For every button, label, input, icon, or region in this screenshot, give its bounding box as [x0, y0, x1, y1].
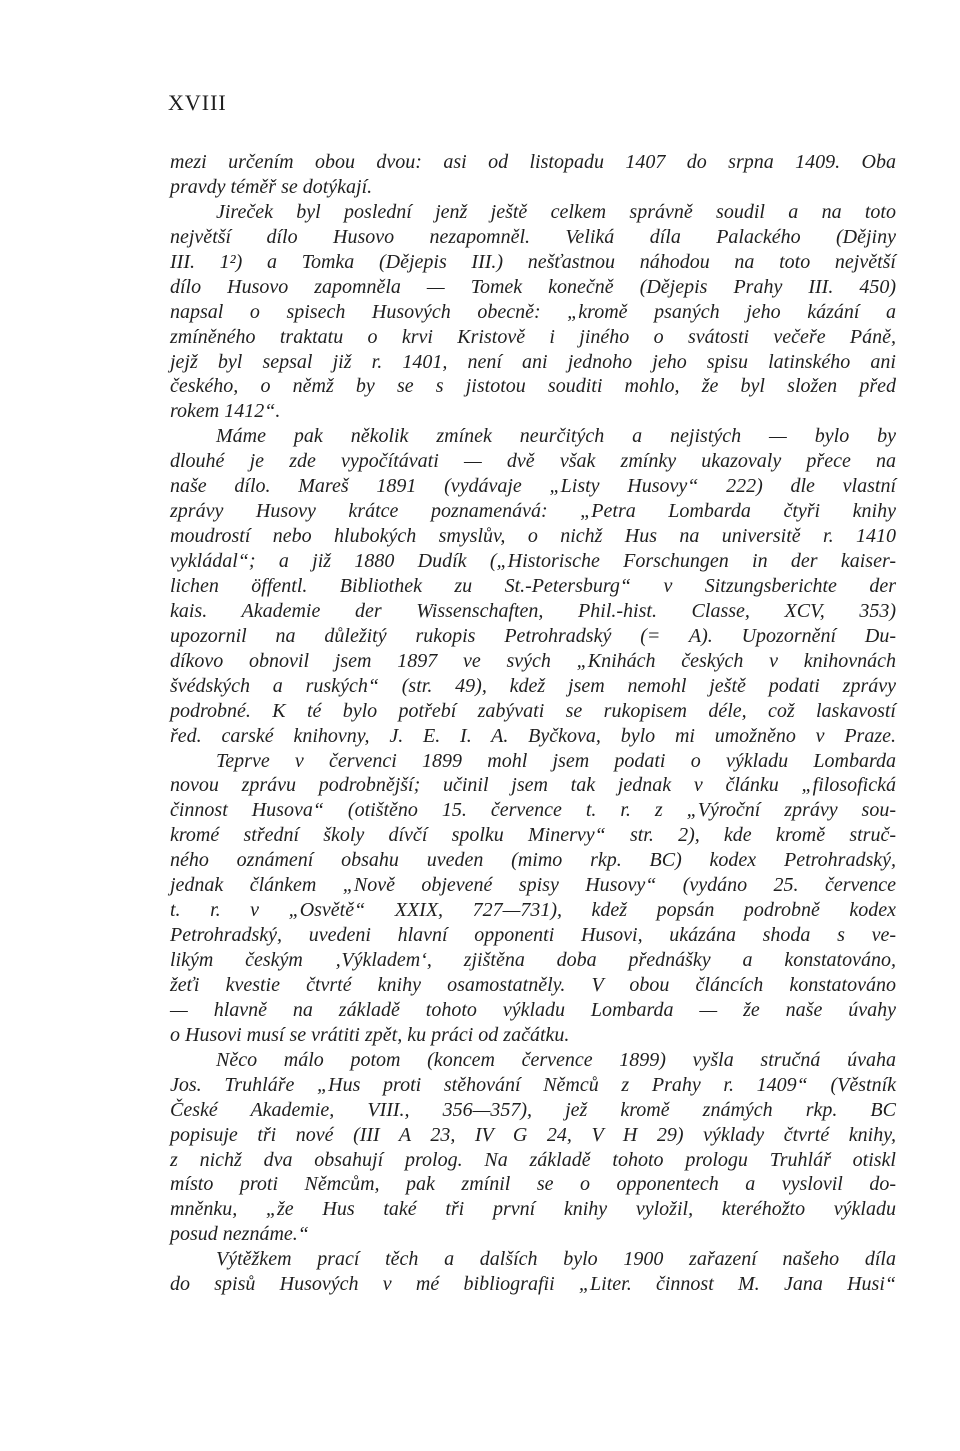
text-line: Něco málo potom (koncem července 1899) vyšla stručná úvaha	[216, 1048, 896, 1071]
text-line: novou zprávu podrobnější; učinil jsem tak jednak v článku „filosofická	[170, 774, 896, 797]
text-line: žeťi kvestie čtvrté knihy osamostatněly. V obou článcích konstatováno	[170, 973, 896, 996]
text-line: Máme pak několik zmínek neurčitých a nejistých — bylo by	[216, 425, 896, 448]
text-line: o Husovi musí se vrátiti zpět, ku práci od začátku.	[170, 1023, 570, 1046]
text-line: kais. Akademie der Wissenschaften, Phil.-hist. Classe, XCV, 353)	[170, 599, 896, 622]
text-line: České Akademie, VIII., 356—357), jež kromě známých rkp. BC	[170, 1098, 896, 1121]
text-line: naše dílo. Mareš 1891 (vydávaje „Listy Husovy“ 222) dle vlastní	[170, 475, 896, 498]
text-line: ného oznámení obsahu uveden (mimo rkp. BC) kodex Petrohradský,	[170, 849, 896, 872]
text-line: do spisů Husových v mé bibliografii „Liter. činnost M. Jana Husi“	[170, 1273, 896, 1296]
text-line: dílo Husovo zapomněla — Tomek konečně (Dějepis Prahy III. 450)	[170, 275, 896, 298]
text-line: činnost Husova“ (otištěno 15. července t. r. z „Výroční zprávy sou-	[170, 799, 896, 822]
text-line: upozornil na důležitý rukopis Petrohradský (= A). Upozornění Du-	[170, 624, 896, 647]
text-line: Petrohradský, uvedeni hlavní opponenti Husovi, ukázána shoda s ve-	[170, 924, 896, 947]
text-line: mněnku, „že Hus také tři první knihy vyložil, kteréhožto výkladu	[170, 1198, 896, 1221]
text-line: Teprve v červenci 1899 mohl jsem podati o výkladu Lombarda	[216, 749, 896, 772]
text-line: největší dílo Husovo nezapomněl. Veliká díla Palackého (Dějiny	[170, 225, 896, 248]
text-line: z nichž dva obsahují prolog. Na základě tohoto prologu Truhlář otiskl	[170, 1148, 896, 1171]
text-line: — hlavně na základě tohoto výkladu Lombarda — že naše úvahy	[170, 998, 896, 1021]
body-text	[170, 150, 896, 1297]
text-line: rokem 1412“.	[170, 400, 281, 423]
text-line: t. r. v „Osvětě“ XXIX, 727—731), kdež popsán podrobně kodex	[170, 899, 896, 922]
text-line: jejž byl sepsal již r. 1401, není ani jednoho jeho spisu latinského ani	[170, 350, 896, 373]
text-line: lichen öffentl. Bibliothek zu St.-Petersburg“ v Sitzungsberichte der	[170, 574, 896, 597]
text-line: díkovo obnovil jsem 1897 ve svých „Knihách českých v knihovnách	[170, 649, 896, 672]
page-number: XVIII	[168, 90, 227, 115]
text-line: řed. carské knihovny, J. E. I. A. Byčkova, bylo mi umožněno v Praze.	[170, 724, 896, 747]
text-line: kromé střední školy dívčí spolku Minervy“ str. 2), kde kromě struč-	[170, 824, 896, 847]
text-line: dlouhé je zde vypočítávati — dvě však zmínky ukazovaly přece na	[170, 450, 896, 473]
text-line: podrobné. K té bylo potřebí zabývati se rukopisem déle, což laskavostí	[170, 699, 896, 722]
text-line: napsal o spisech Husových obecně: „kromě psaných jeho kázání a	[170, 300, 896, 323]
text-line: švédských a ruských“ (str. 49), kdež jsem nemohl ještě podati zprávy	[170, 674, 896, 697]
text-line: českého, o němž by se s jistotou souditi mohlo, že byl složen před	[170, 375, 896, 398]
text-line: pravdy téměř se dotýkají.	[170, 175, 373, 198]
text-line: Jos. Truhláře „Hus proti stěhování Němců z Prahy r. 1409“ (Věstník	[170, 1073, 896, 1096]
text-line: místo proti Němcům, pak zmínil se o opponentech a vyslovil do-	[170, 1173, 896, 1196]
text-line: Výtěžkem prací těch a dalších bylo 1900 zařazení našeho díla	[216, 1248, 896, 1271]
text-line: moudrostí nebo hlubokých smyslův, o nichž Hus na universitě r. 1410	[170, 525, 896, 548]
text-line: zprávy Husovy krátce poznamenává: „Petra Lombarda čtyři knihy	[170, 500, 896, 523]
text-line: zmíněného traktatu o krvi Kristově i jiného o svátosti večeře Páně,	[170, 325, 896, 348]
text-line: jednak článkem „Nově objevené spisy Husovy“ (vydáno 25. července	[170, 874, 896, 897]
text-line: likým českým ‚Výkladem‘, zjištěna doba přednášky a konstatováno,	[170, 949, 896, 971]
text-line: posud neznáme.“	[170, 1223, 309, 1246]
text-line: Jireček byl poslední jenž ještě celkem správně soudil a na toto	[216, 200, 896, 223]
text-line: popisuje tři nové (III A 23, IV G 24, V H 29) výklady čtvrté knihy,	[170, 1123, 896, 1146]
text-line: III. 1²) a Tomka (Dějepis III.) nešťastnou náhodou na toto největší	[170, 250, 896, 273]
text-line: vykládal“; a již 1880 Dudík („Historische Forschungen in der kaiser-	[170, 550, 896, 572]
text-line: mezi určením obou dvou: asi od listopadu 1407 do srpna 1409. Oba	[170, 151, 896, 173]
